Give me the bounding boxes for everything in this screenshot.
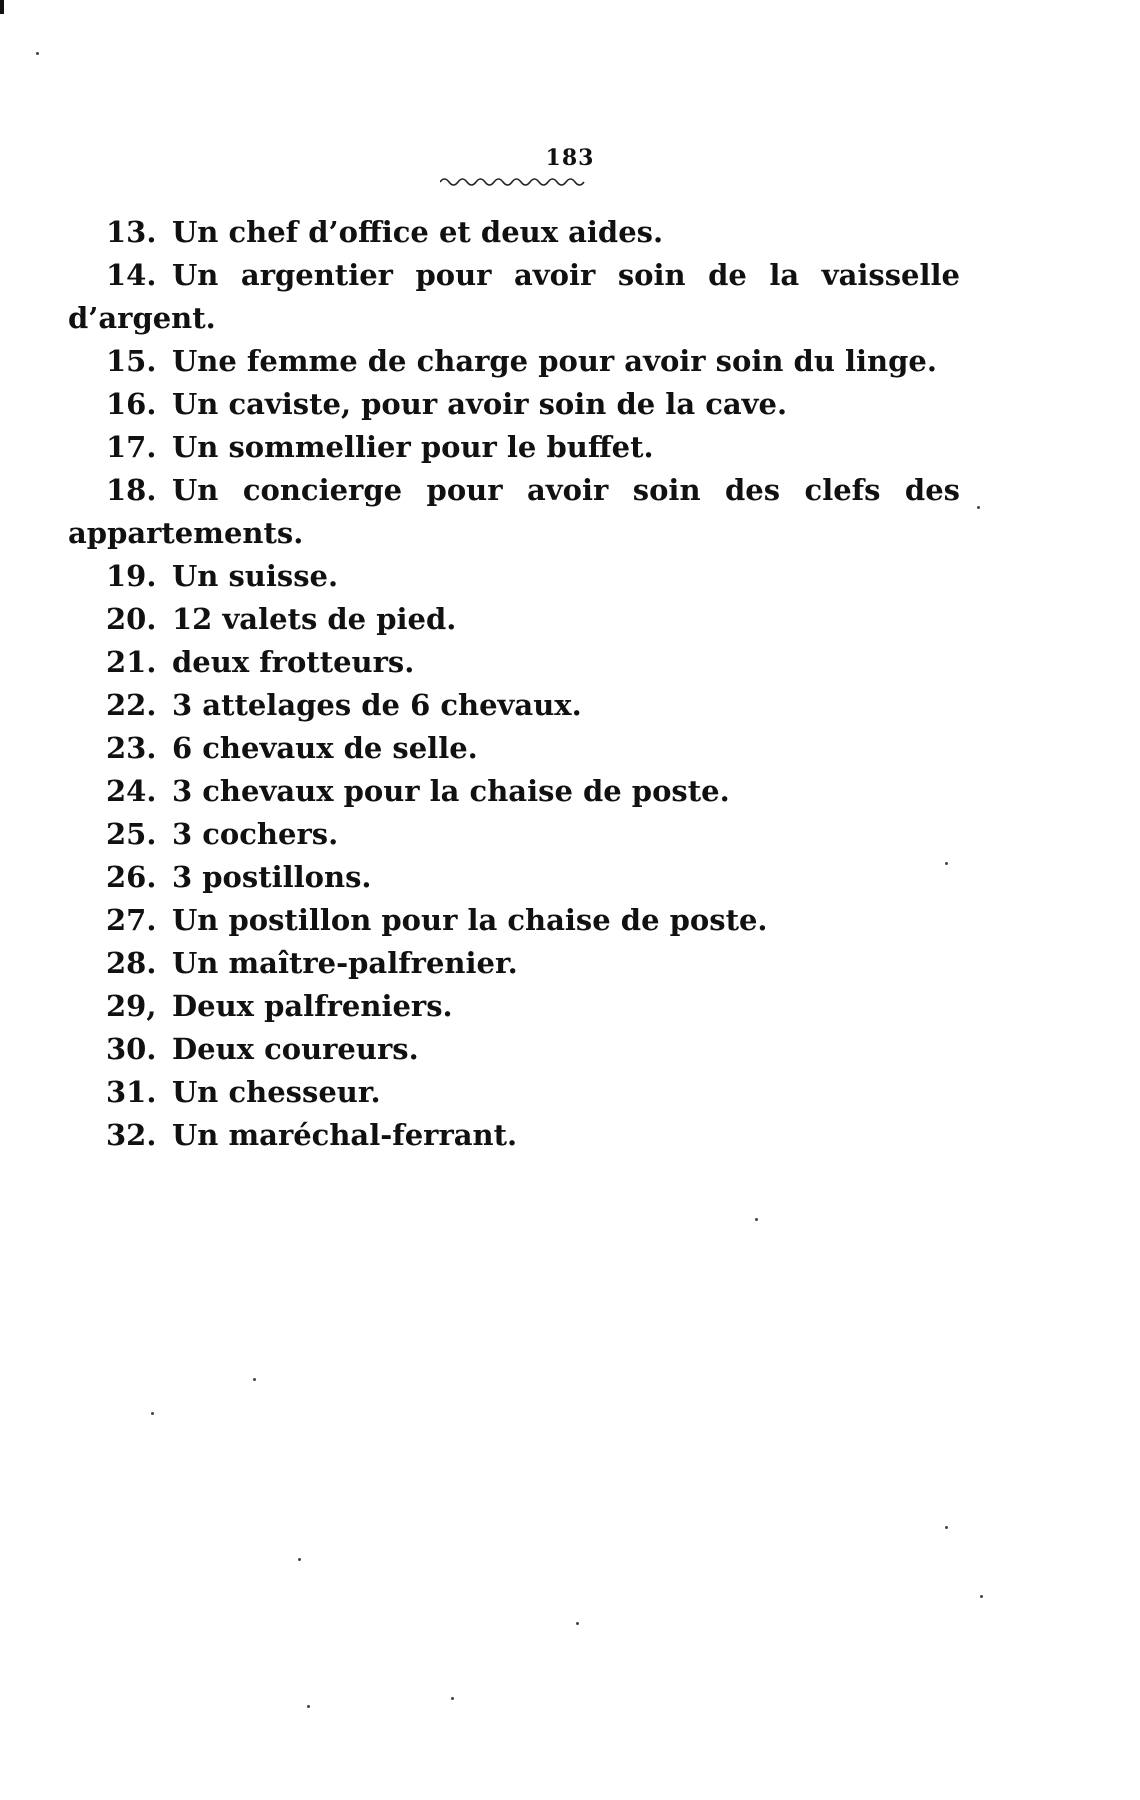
speck — [307, 1705, 310, 1708]
item-number: 20. — [106, 602, 157, 636]
ornamental-rule — [440, 176, 590, 188]
item-number: 25. — [106, 817, 157, 851]
speck — [36, 52, 39, 55]
item-number: 16. — [106, 387, 157, 421]
list-item — [68, 426, 960, 469]
item-text: Deux palfreniers. — [172, 989, 453, 1023]
list-item — [68, 340, 960, 383]
list-item — [68, 985, 960, 1028]
item-number: 19. — [106, 559, 157, 593]
item-text: Une femme de charge pour avoir soin du linge. — [172, 344, 937, 378]
item-text: Un chef d’office et deux aides. — [172, 215, 664, 249]
item-text: 3 postillons. — [172, 860, 372, 894]
item-number: 23. — [106, 731, 157, 765]
item-text: 3 attelages de 6 chevaux. — [172, 688, 582, 722]
item-text: 3 chevaux pour la chaise de poste. — [172, 774, 730, 808]
speck — [298, 1558, 301, 1561]
list-item — [68, 1028, 960, 1071]
item-text: Deux coureurs. — [172, 1032, 419, 1066]
item-text: Un argentier pour avoir soin de la vaisselle — [172, 258, 960, 292]
item-text: Un maréchal-ferrant. — [172, 1118, 518, 1152]
item-text: Un sommellier pour le buffet. — [172, 430, 654, 464]
list-item — [68, 813, 960, 856]
item-number: 24. — [106, 774, 157, 808]
speck — [451, 1697, 454, 1700]
list-item — [68, 770, 960, 813]
item-text: Un chesseur. — [172, 1075, 381, 1109]
list-item — [68, 598, 960, 641]
list-item — [68, 856, 960, 899]
item-number: 13. — [106, 215, 157, 249]
item-number: 26. — [106, 860, 157, 894]
speck — [576, 1622, 579, 1625]
entry-list — [68, 211, 960, 1157]
item-text: Un suisse. — [172, 559, 339, 593]
item-text: Un caviste, pour avoir soin de la cave. — [172, 387, 788, 421]
list-item — [68, 254, 960, 297]
list-item — [68, 899, 960, 942]
item-number: 31. — [106, 1075, 157, 1109]
item-number: 18. — [106, 473, 157, 507]
item-text: deux frotteurs. — [172, 645, 415, 679]
item-text: 12 valets de pied. — [172, 602, 457, 636]
item-number: 17. — [106, 430, 157, 464]
item-text: 6 chevaux de selle. — [172, 731, 478, 765]
item-number: 21. — [106, 645, 157, 679]
speck — [977, 506, 980, 509]
page-number: 183 — [545, 145, 595, 171]
item-number: 15. — [106, 344, 157, 378]
item-text: Un postillon pour la chaise de poste. — [172, 903, 768, 937]
speck — [151, 1412, 154, 1415]
item-text: Un maître-palfrenier. — [172, 946, 518, 980]
list-item — [68, 211, 960, 254]
list-item — [68, 727, 960, 770]
list-item — [68, 1114, 960, 1157]
speck — [945, 1526, 948, 1529]
item-number: 28. — [106, 946, 157, 980]
list-item-continuation: appartements. — [68, 516, 304, 550]
item-number: 29, — [106, 989, 157, 1023]
item-number: 22. — [106, 688, 157, 722]
speck — [253, 1378, 256, 1381]
item-text: 3 cochers. — [172, 817, 339, 851]
list-item — [68, 684, 960, 727]
list-item — [68, 555, 960, 598]
speck — [980, 1595, 983, 1598]
speck — [755, 1218, 758, 1221]
speck — [945, 862, 948, 865]
list-item — [68, 942, 960, 985]
item-text: Un concierge pour avoir soin des clefs des — [172, 473, 960, 507]
list-item — [68, 1071, 960, 1114]
scan-mark — [0, 0, 4, 14]
item-number: 14. — [106, 258, 157, 292]
list-item — [68, 383, 960, 426]
item-number: 30. — [106, 1032, 157, 1066]
item-number: 27. — [106, 903, 157, 937]
item-number: 32. — [106, 1118, 157, 1152]
list-item — [68, 469, 960, 512]
list-item-continuation: d’argent. — [68, 301, 216, 335]
list-item — [68, 641, 960, 684]
